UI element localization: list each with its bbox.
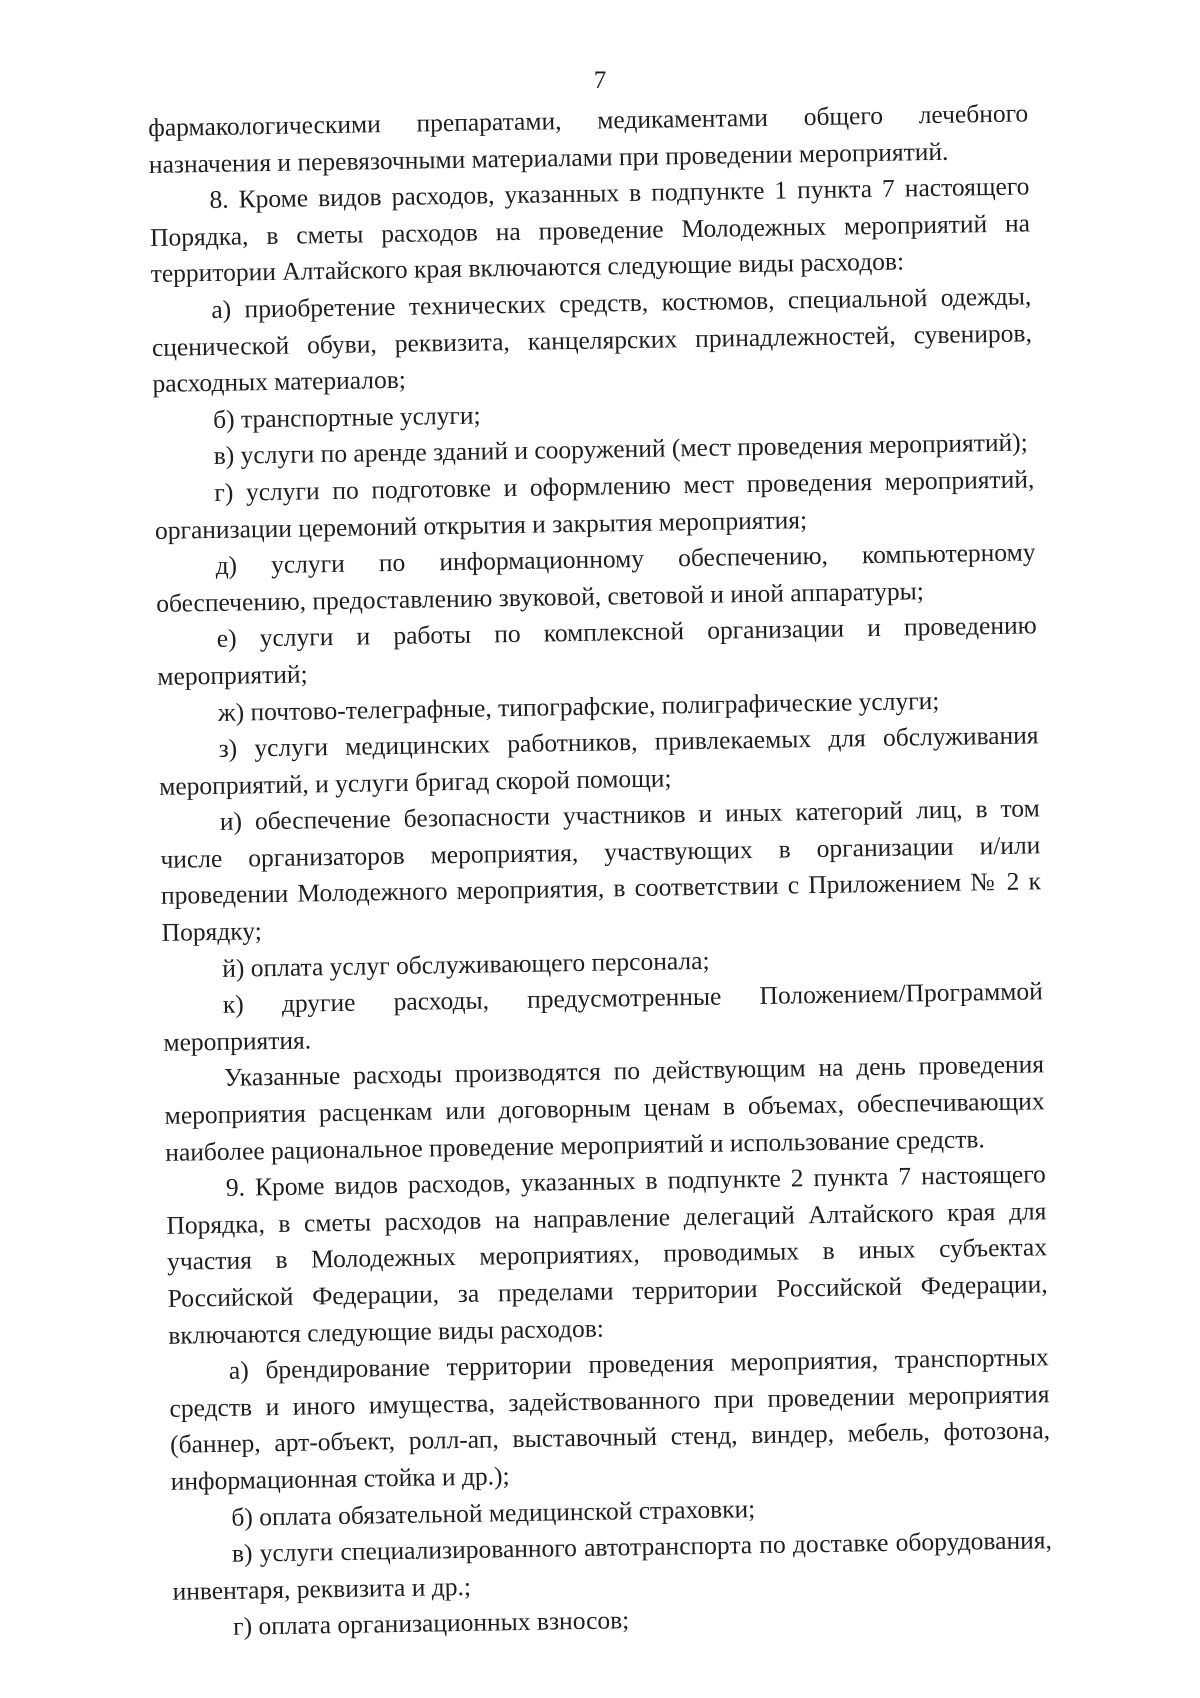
list-item-8g: г) услуги по подготовке и оформлению мест проведения мероприятий, организации церемоний открытия и закрытия мероприятия;	[154, 464, 1035, 545]
list-item-8v: в) услуги по аренде зданий и сооружений (мест проведения мероприятий);	[213, 427, 1028, 471]
paragraph-continuation: фармакологическими препаратами, медикаментами общего лечебного назначения и перевязочными материалами при проведении мероприятий.	[148, 98, 1029, 179]
page-number: 7	[593, 67, 607, 94]
list-item-8d: д) услуги по информационному обеспечению, компьютерному обеспечению, предоставлению звуковой, световой и иной аппаратуры;	[155, 537, 1036, 618]
list-item-9b: б) оплата обязательной медицинской страховки;	[231, 1493, 756, 1532]
paragraph-section-9: 9. Кроме видов расходов, указанных в подпункте 2 пункта 7 настоящего Порядка, в сметы расходов на направление делегаций Алтайского края для участия в Молодежных мероприятиях, проводимых в иных субъектах Российской Федерации, за пределами территории Российской Федерации, включаются следующие виды расходов:	[166, 1159, 1048, 1350]
list-item-8i: и) обеспечение безопасности участников и иных категорий лиц, в том числе организаторов мероприятия, участвующих в организации и/или проведении Молодежного мероприятия, в соответствии с Приложением № 2 к Порядку;	[160, 793, 1042, 947]
list-item-8zh: ж) почтово-телеграфные, типографские, полиграфические услуги;	[217, 685, 940, 727]
list-item-8b: б) транспортные услуги;	[212, 400, 481, 434]
paragraph-expenses-note: Указанные расходы производятся по действующим на день проведения мероприятия расценкам или договорным ценам в объемах, обеспечивающих наиболее рациональное проведение мероприятий и использование средств.	[164, 1049, 1045, 1167]
list-item-9g: г) оплата организационных взносов;	[232, 1605, 630, 1642]
list-item-9a: а) брендирование территории проведения мероприятия, транспортных средств и иного имущества, задействованного при проведении мероприятия (баннер, арт-объект, ролл-ап, выставочный стенд, виндер, мебель, фотозона, информационная стойка и др.);	[169, 1342, 1051, 1496]
list-item-8z: з) услуги медицинских работников, привлекаемых для обслуживания мероприятий, и услуги бригад скорой помощи;	[158, 720, 1039, 801]
list-item-8iy: й) оплата услуг обслуживающего персонала;	[221, 945, 710, 983]
list-item-8e: е) услуги и работы по комплексной организации и проведению мероприятий;	[157, 610, 1037, 691]
list-item-9v: в) услуги специализированного автотранспорта по доставке оборудования, инвентаря, реквизита и др.;	[172, 1525, 1053, 1606]
list-item-8a: а) приобретение технических средств, костюмов, специальной одежды, сценической обуви, реквизита, канцелярских принадлежностей, сувениров, расходных материалов;	[151, 281, 1033, 399]
paragraph-section-8: 8. Кроме видов расходов, указанных в подпункте 1 пункта 7 настоящего Порядка, в сметы расходов на проведение Молодежных мероприятий на территории Алтайского края включаются следующие виды расходов:	[149, 171, 1031, 289]
document-body	[148, 95, 1053, 1646]
list-item-8k: к) другие расходы, предусмотренные Положением/Программой мероприятия.	[163, 976, 1043, 1057]
